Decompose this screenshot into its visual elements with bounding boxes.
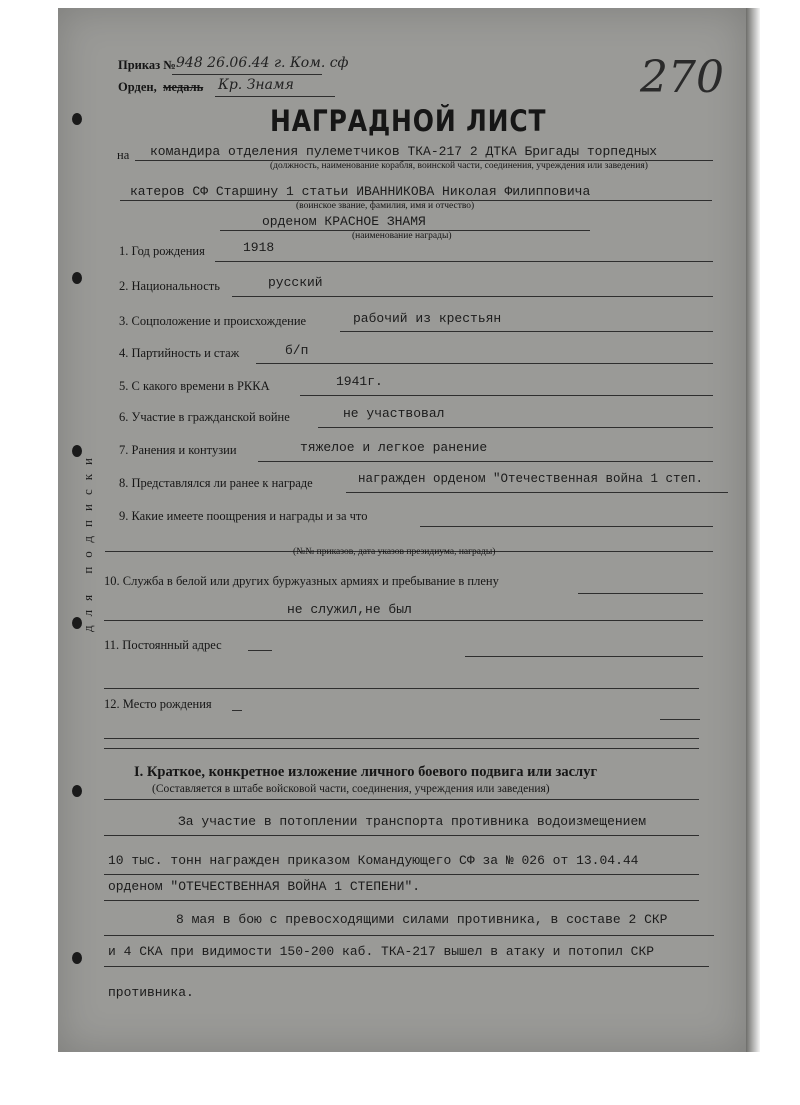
sidebar-text: для подписки bbox=[80, 449, 95, 632]
field-value: 1941г. bbox=[336, 374, 383, 389]
field-label: 7. Ранения и контузии bbox=[119, 443, 237, 457]
section1-subheading: (Составляется в штабе войсковой части, соединения, учреждения или заведения) bbox=[152, 783, 550, 795]
field-value: не служил,не был bbox=[287, 602, 412, 617]
binder-hole bbox=[72, 952, 82, 964]
text-line: и 4 СКА при видимости 150-200 каб. ТКА-217 вышел в атаку и потопил СКР bbox=[108, 944, 655, 959]
field-value: не участвовал bbox=[343, 406, 445, 421]
text-line: За участие в потоплении транспорта противника водоизмещением bbox=[178, 814, 647, 829]
field-label: 4. Партийность и стаж bbox=[119, 346, 240, 360]
recipient-line1: командира отделения пулеметчиков ТКА-217 2 ДТКА Бригады торпедных bbox=[150, 144, 658, 159]
recipient-caption3: (наименование награды) bbox=[352, 231, 452, 241]
binder-hole bbox=[72, 113, 82, 125]
order-value: 948 26.06.44 г. Ком. сф bbox=[176, 55, 349, 71]
field-label: 12. Место рождения bbox=[104, 697, 212, 711]
recipient-prefix: на bbox=[117, 148, 130, 162]
field-label: 10. Служба в белой или других буржуазных армиях и пребывание в плену bbox=[104, 574, 499, 588]
archive-number: 270 bbox=[640, 52, 724, 103]
field-label: 5. С какого времени в РККА bbox=[119, 379, 270, 393]
field-label: 11. Постоянный адрес bbox=[104, 638, 222, 652]
award-value: Кр. Знамя bbox=[218, 77, 294, 93]
text-line: противника. bbox=[108, 985, 194, 1000]
order-label: Приказ № bbox=[118, 58, 176, 72]
page-title: НАГРАДНОЙ ЛИСТ bbox=[270, 104, 547, 138]
section1-heading: I. Краткое, конкретное изложение личного боевого подвига или заслуг bbox=[134, 764, 598, 780]
text-line: 10 тыс. тонн награжден приказом Командующего СФ за № 026 от 13.04.44 bbox=[108, 853, 639, 868]
field-value: тяжелое и легкое ранение bbox=[300, 440, 488, 455]
field-label: 1. Год рождения bbox=[119, 244, 205, 258]
recipient-caption2: (воинское звание, фамилия, имя и отчество) bbox=[296, 201, 475, 211]
award-struck: медаль bbox=[163, 80, 204, 94]
field-label: 8. Представлялся ли ранее к награде bbox=[119, 476, 313, 490]
recipient-caption1: (должность, наименование корабля, воинской части, соединения, учреждения или заведения) bbox=[270, 161, 648, 171]
recipient-line2: катеров СФ Старшину 1 статьи ИВАННИКОВА Николая Филипповича bbox=[130, 184, 591, 199]
binder-hole bbox=[72, 785, 82, 797]
field-value: б/п bbox=[285, 343, 309, 358]
field-value: рабочий из крестьян bbox=[353, 311, 502, 326]
field-value: награжден орденом "Отечественная война 1 степ. bbox=[358, 472, 704, 486]
field-label: 2. Национальность bbox=[119, 279, 220, 293]
recipient-line3: орденом КРАСНОЕ ЗНАМЯ bbox=[262, 214, 426, 229]
text-line: орденом "ОТЕЧЕСТВЕННАЯ ВОЙНА 1 СТЕПЕНИ". bbox=[108, 879, 421, 894]
field-label: 6. Участие в гражданской войне bbox=[119, 410, 290, 424]
field-label: 9. Какие имеете поощрения и награды и за что bbox=[119, 509, 368, 523]
field-label: 3. Соцположение и происхождение bbox=[119, 314, 307, 328]
text-line: 8 мая в бою с превосходящими силами противника, в составе 2 СКР bbox=[176, 912, 668, 927]
field9-caption: (№№ приказов, дата указов президиума, награды) bbox=[293, 547, 496, 557]
binder-hole bbox=[72, 272, 82, 284]
field-value: русский bbox=[268, 275, 323, 290]
page-edge-shadow bbox=[746, 8, 760, 1052]
field-value: 1918 bbox=[243, 240, 275, 255]
award-label: Орден, bbox=[118, 80, 157, 94]
